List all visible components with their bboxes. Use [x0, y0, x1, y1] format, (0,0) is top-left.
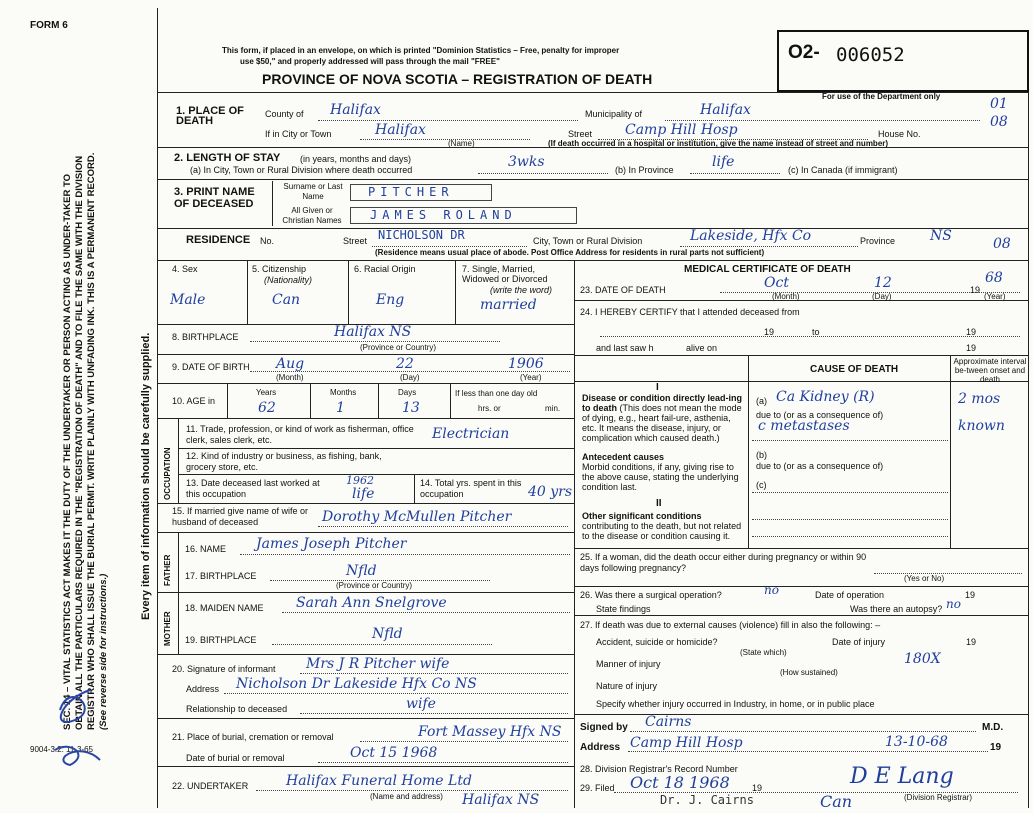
op-19: 19 — [965, 590, 976, 600]
q13-label: 13. Date deceased last worked at this occupation — [186, 478, 320, 499]
cause-b-label: (b) — [756, 450, 767, 460]
less-day-label: If less than one day old — [455, 389, 538, 398]
age-months-value: 1 — [336, 400, 345, 416]
dept-code-1: 01 — [990, 96, 1008, 112]
q23-year-hint: (Year) — [984, 292, 1006, 301]
street-label: Street — [568, 129, 593, 139]
op-date-label: Date of operation — [815, 590, 885, 600]
q27-label: 27. If death was due to external causes (violence) fill in also the following: – — [580, 620, 881, 630]
q23-year: 68 — [985, 270, 1003, 286]
row-line — [157, 354, 574, 355]
cause-c-label: (c) — [756, 480, 767, 490]
q25-hint: (Yes or No) — [904, 574, 945, 583]
residence-street-value: NICHOLSON DR — [378, 228, 465, 242]
birthplace-label: 8. BIRTHPLACE — [172, 332, 239, 342]
medical-title: MEDICAL CERTIFICATE OF DEATH — [684, 264, 851, 275]
specify-label: Specify whether injury occurred in Industry, in home, or in public place — [596, 699, 875, 709]
min-label: min. — [545, 404, 561, 413]
residence-note: (Residence means usual place of abode. Post Office Address for residents in rural parts not sufficient) — [375, 248, 765, 257]
q23-month-hint: (Month) — [772, 292, 800, 301]
marital-sub: (write the word) — [490, 285, 553, 295]
row-line — [574, 615, 1028, 616]
city-label: If in City or Town — [265, 129, 332, 139]
citizenship-label: 5. Citizenship — [252, 264, 307, 274]
q26-label: 26. Was there a surgical operation? — [580, 590, 722, 600]
last-19: 19 — [966, 343, 977, 353]
mother-side-label: MOTHER — [163, 611, 172, 646]
med-address-label: Address — [580, 742, 621, 753]
relationship-label: Relationship to deceased — [186, 704, 288, 714]
stay-b-value: life — [712, 154, 735, 170]
hospital-note: (If death occurred in a hospital or institution, give the name instead of street and number) — [548, 139, 889, 148]
months-label: Months — [330, 388, 357, 397]
q19-label: 19. BIRTHPLACE — [185, 635, 257, 645]
residence-street-label: Street — [343, 236, 368, 246]
q24-19: 19 — [764, 327, 775, 337]
q24-label: 24. I HEREBY CERTIFY that I attended deceased from — [580, 307, 800, 317]
q23-label: 23. DATE OF DEATH — [580, 285, 666, 295]
rule-4 — [157, 260, 1028, 261]
q16-value: James Joseph Pitcher — [256, 536, 407, 552]
manner-label: Manner of injury — [596, 659, 661, 669]
residence-label: RESIDENCE — [186, 234, 251, 246]
q24-to: to — [812, 327, 820, 337]
row-line — [574, 300, 1028, 301]
registrar-hint: (Division Registrar) — [904, 793, 973, 802]
age-label: 10. AGE in — [172, 396, 216, 406]
q23-day-hint: (Day) — [872, 292, 892, 301]
q18-value: Sarah Ann Snelgrove — [296, 595, 447, 611]
notice-line-2: use $50," and properly addressed will pass through the mail "FREE" — [240, 57, 500, 66]
q22-hint: (Name and address) — [370, 792, 443, 801]
county-value: Halifax — [330, 102, 381, 118]
injury-date-label: Date of injury — [832, 637, 886, 647]
disease-title: Disease or condition directly lead-ing to death (This does not mean the mode of dying, e.g., heart fail-ure, asthenia, etc. It means the disease, injury, or complication which caused death.) — [582, 393, 743, 443]
alive-on-label: alive on — [686, 343, 718, 353]
col-line — [414, 474, 415, 503]
birthplace-hint: (Province or Country) — [360, 343, 437, 352]
right-border — [1028, 92, 1029, 808]
age-years-value: 62 — [258, 400, 276, 416]
q21-value: Fort Massey Hfx NS — [418, 724, 562, 740]
cause-a-value: Ca Kidney (R) — [776, 389, 875, 405]
marital-value: married — [480, 297, 537, 313]
med-address-date: 13-10-68 — [885, 734, 948, 750]
q11-value: Electrician — [432, 426, 510, 442]
street-value: Camp Hill Hosp — [625, 122, 738, 138]
reg-prefix: O2- — [788, 42, 820, 63]
q12-label: 12. Kind of industry or business, as fishing, bank, grocery store, etc. — [186, 451, 382, 472]
autopsy-value: no — [946, 597, 961, 611]
col-line — [450, 383, 451, 418]
age-days-value: 13 — [402, 400, 420, 416]
days-label: Days — [398, 388, 417, 397]
q17-value: Nfld — [346, 563, 377, 579]
nature-label: Nature of injury — [596, 681, 658, 691]
q15-value: Dorothy McMullen Pitcher — [322, 509, 512, 525]
q14-label: 14. Total yrs. spent in this occupation — [420, 478, 522, 499]
q11-label: 11. Trade, profession, or kind of work as fisherman, office clerk, sales clerk, etc. — [186, 424, 414, 445]
father-side-label: FATHER — [163, 554, 172, 586]
surname-value: PITCHER — [368, 185, 454, 199]
row-line — [157, 383, 574, 384]
sex-value: Male — [170, 292, 206, 308]
address-label: Address — [186, 684, 220, 694]
form-label: FORM 6 — [30, 20, 68, 31]
row-line — [574, 548, 1028, 549]
col-line — [310, 383, 311, 418]
cause-a-label: (a) — [756, 396, 767, 406]
q23-month: Oct — [764, 275, 789, 291]
q23-prefix: 19 — [970, 285, 981, 295]
q16-label: 16. NAME — [185, 544, 227, 554]
col-line — [950, 355, 951, 548]
given-value: JAMES ROLAND — [370, 208, 517, 222]
name-hint: (Name) — [448, 139, 475, 148]
q29-value: Oct 18 1968 — [630, 773, 730, 792]
q24-19b: 19 — [966, 327, 977, 337]
burial-date-label: Date of burial or removal — [186, 753, 285, 763]
form-title: PROVINCE OF NOVA SCOTIA – REGISTRATION OF DEATH — [262, 71, 653, 87]
stay-c-label: (c) In Canada (if immigrant) — [788, 165, 898, 175]
citizenship-sub: (Nationality) — [264, 275, 313, 285]
birthplace-value: Halifax NS — [334, 324, 412, 340]
row-line — [157, 718, 574, 719]
stay-label: 2. LENGTH OF STAY — [174, 152, 281, 164]
other-desc: contributing to the death, but not related to the disease or condition causing it. — [582, 521, 742, 541]
q15-label: 15. If married give name of wife or husband of deceased — [172, 506, 309, 527]
q22-label: 22. UNDERTAKER — [172, 781, 249, 791]
q20-value: Mrs J R Pitcher wife — [306, 656, 450, 672]
last-saw-label: and last saw h — [596, 343, 654, 353]
q13-value-top: 1962 — [346, 474, 374, 487]
state-findings-label: State findings — [596, 604, 651, 614]
stay-a-value: 3wks — [508, 154, 545, 170]
dob-label: 9. DATE OF BIRTH — [172, 362, 250, 372]
stay-b-label: (b) In Province — [615, 165, 674, 175]
row-line — [178, 474, 574, 475]
q22-extra: Halifax NS — [462, 792, 540, 808]
racial-label: 6. Racial Origin — [354, 264, 416, 274]
rule-3 — [157, 228, 1028, 229]
county-label: County of — [265, 109, 304, 119]
md-label: M.D. — [982, 722, 1004, 733]
row-line — [574, 714, 1028, 715]
print-name-label: 3. PRINT NAME OF DECEASED — [174, 186, 255, 210]
col-line — [227, 383, 228, 418]
row-line — [178, 448, 574, 449]
cause-a-interval: 2 mos — [958, 391, 1001, 407]
dob-day-hint: (Day) — [400, 373, 420, 382]
place-label: 1. PLACE OF DEATH — [176, 105, 244, 127]
dob-year-hint: (Year) — [520, 373, 542, 382]
antecedent-desc: Morbid conditions, if any, giving rise to the above cause, stating the underlying condition last. — [582, 462, 739, 492]
left-border — [157, 8, 158, 808]
dob-year: 1906 — [508, 356, 544, 372]
residence-province-label: Province — [860, 236, 896, 246]
can-mark: Can — [820, 792, 853, 811]
due-to-1: due to (or as a consequence of) — [756, 410, 884, 420]
hrs-label: hrs. or — [478, 404, 501, 413]
q25-label: 25. If a woman, did the death occur either during pregnancy or within 90 days following pregnancy? — [580, 552, 867, 573]
col-line — [178, 532, 179, 654]
q13-value: life — [352, 486, 375, 502]
dob-month: Aug — [276, 356, 305, 372]
marital-label: 7. Single, Married, Widowed or Divorced — [462, 264, 548, 284]
every-item-note: Every item of information should be carefully supplied. — [140, 332, 152, 620]
cause-a-interval-2: known — [958, 418, 1005, 434]
residence-province-value: NS — [930, 228, 952, 244]
how-sustained: (How sustained) — [780, 668, 838, 677]
due-to-2: due to (or as a consequence of) — [756, 461, 884, 471]
given-label: All Given or Christian Names — [282, 206, 342, 225]
rule-2 — [157, 179, 1028, 180]
antecedent-title: Antecedent causes — [582, 452, 665, 462]
col-line — [247, 260, 248, 324]
dob-month-hint: (Month) — [276, 373, 304, 382]
med-address-19: 19 — [990, 742, 1002, 753]
q22-value: Halifax Funeral Home Ltd — [286, 773, 472, 789]
q19-value: Nfld — [372, 626, 403, 642]
signed-label: Signed by — [580, 722, 628, 733]
relationship-value: wife — [406, 696, 436, 712]
stay-a-label: (a) In City, Town or Rural Division where death occurred — [190, 165, 413, 175]
reg-number: 006052 — [836, 44, 905, 66]
residence-city-label: City, Town or Rural Division — [533, 236, 643, 246]
cause-title: CAUSE OF DEATH — [810, 364, 899, 375]
q26-value: no — [764, 583, 779, 597]
row-line — [574, 355, 1028, 356]
citizenship-value: Can — [272, 292, 301, 308]
middle-divider — [574, 260, 575, 808]
municipality-value: Halifax — [700, 102, 751, 118]
q18-label: 18. MAIDEN NAME — [185, 603, 264, 613]
row-line — [157, 592, 574, 593]
residence-code: 08 — [993, 236, 1011, 252]
physician-print: Dr. J. Cairns — [660, 793, 754, 807]
cause-a-value-2: c metastases — [758, 418, 850, 434]
part-ii: II — [656, 498, 662, 509]
med-address-value: Camp Hill Hosp — [630, 735, 743, 751]
q23-day: 12 — [874, 275, 892, 291]
residence-no-label: No. — [260, 236, 275, 246]
injury-19: 19 — [966, 637, 977, 647]
sex-label: 4. Sex — [172, 264, 198, 274]
manner-value: 180X — [904, 651, 941, 667]
q17-hint: (Province or Country) — [336, 581, 413, 590]
q29-19: 19 — [752, 783, 763, 793]
row-line — [157, 654, 574, 655]
row-line — [157, 532, 574, 533]
part-i: I — [656, 382, 659, 393]
q29-label: 29. Filed — [580, 783, 615, 793]
address-value: Nicholson Dr Lakeside Hfx Co NS — [236, 676, 477, 692]
row-line — [574, 586, 1028, 587]
stay-sub: (in years, months and days) — [300, 154, 412, 164]
signed-value: Cairns — [645, 714, 692, 730]
registrar-signature: D E Lang — [850, 764, 954, 789]
dob-day: 22 — [396, 356, 414, 372]
q21-label: 21. Place of burial, cremation or removal — [172, 732, 334, 742]
col-line — [378, 383, 379, 418]
accident-label: Accident, suicide or homicide? — [596, 637, 718, 647]
row-line — [157, 418, 574, 419]
dept-note: For use of the Department only — [822, 92, 941, 101]
house-label: House No. — [878, 129, 921, 139]
q14-value: 40 yrs — [528, 484, 573, 500]
autopsy-label: Was there an autopsy? — [850, 604, 943, 614]
col-line — [178, 418, 179, 503]
col-line — [748, 355, 749, 548]
form-code: 9004-3.2: 11-3-65 — [30, 745, 94, 754]
surname-label: Surname or Last Name — [283, 182, 343, 201]
municipality-label: Municipality of — [585, 109, 643, 119]
residence-city-value: Lakeside, Hfx Co — [690, 228, 812, 244]
years-label: Years — [256, 388, 277, 397]
q28-label: 28. Division Registrar's Record Number — [580, 764, 738, 774]
col-line — [455, 260, 456, 324]
row-line — [157, 503, 574, 504]
q17-label: 17. BIRTHPLACE — [185, 571, 257, 581]
interval-label: Approximate interval be-tween onset and death — [953, 357, 1027, 384]
burial-date-value: Oct 15 1968 — [350, 745, 438, 761]
statute-text: SEC. 14 – VITAL STATISTICS ACT MAKES IT THE DUTY OF THE UNDERTAKER OR PERSON ACTING AS UNDER-TAKER TO OBTAIN ALL THE PARTICULARS REQUIRED IN THE "REGISTRATION OF DEATH" AND TO FILE THE SAME WITH THE DIVISION REGISTRAR WHO SHALL ISSUE THE BURIAL PERMIT. WRITE PLAINLY WITH UNFADING INK. THIS IS A PERMANENT RECORD. (See reverse side for instructions.) — [62, 152, 109, 730]
state-which: (State which) — [740, 648, 787, 657]
dept-code-2: 08 — [990, 114, 1008, 130]
signature-scribble — [30, 670, 120, 770]
other-title: Other significant conditions — [582, 511, 702, 521]
q20-label: 20. Signature of informant — [172, 664, 276, 674]
row-line — [157, 766, 574, 767]
city-value: Halifax — [375, 122, 426, 138]
notice-line-1: This form, if placed in an envelope, on which is printed "Dominion Statistics – Free, penalty for improper — [222, 46, 620, 55]
col-line — [348, 260, 349, 324]
occupation-side-label: OCCUPATION — [163, 447, 172, 500]
racial-value: Eng — [376, 292, 405, 308]
